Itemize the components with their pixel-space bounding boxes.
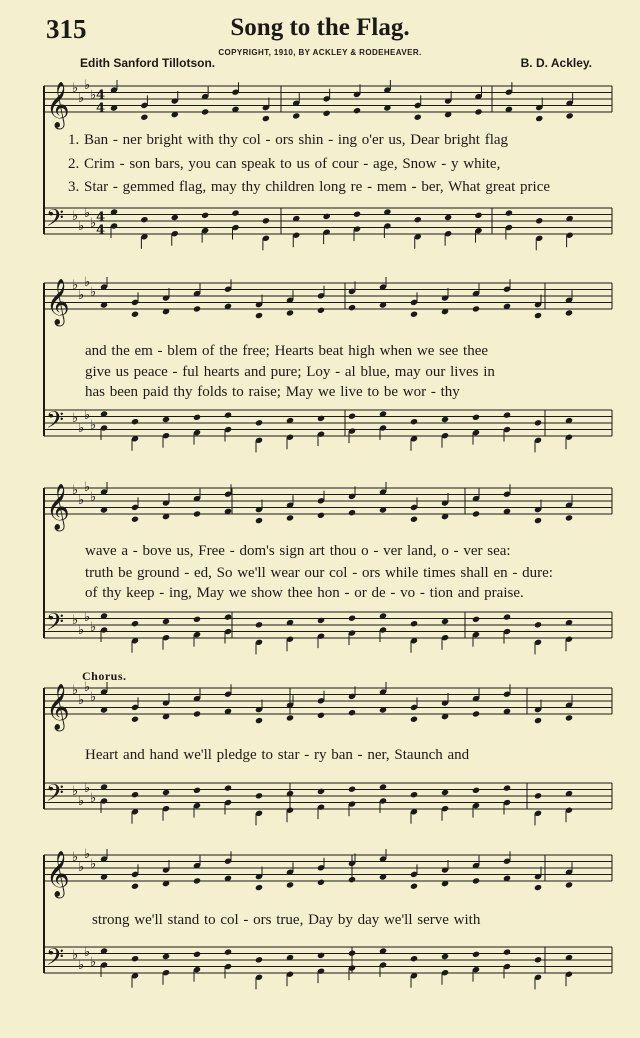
note-head: [140, 114, 148, 121]
note-head: [131, 791, 139, 798]
flat-key-signature-icon: ♭: [72, 784, 79, 799]
flat-key-signature-icon: ♭: [90, 88, 97, 103]
note-head: [534, 312, 542, 319]
note-head: [472, 877, 480, 884]
note-head: [534, 419, 542, 426]
note-head: [414, 114, 422, 121]
flat-key-signature-icon: ♭: [84, 206, 91, 221]
note-head: [410, 311, 418, 318]
note-head: [566, 112, 574, 119]
treble-clef-icon: 𝄞: [46, 279, 70, 325]
note-head: [286, 714, 294, 721]
note-head: [472, 305, 480, 312]
note-head: [262, 115, 270, 122]
flat-key-signature-icon: ♭: [90, 690, 97, 705]
note-head: [224, 784, 232, 791]
note-head: [348, 615, 356, 622]
note-head: [505, 209, 513, 216]
flat-key-signature-icon: ♭: [84, 480, 91, 495]
flat-key-signature-icon: ♭: [72, 411, 79, 426]
lyric-line: 1. Ban - ner bright with thy col - ors shin - ing o'er us, Dear bright flag: [68, 132, 509, 148]
note-head: [534, 956, 542, 963]
flat-key-signature-icon: ♭: [84, 275, 91, 290]
note-head: [503, 613, 511, 620]
note-head: [410, 516, 418, 523]
note-head: [565, 881, 573, 888]
note-head: [317, 952, 325, 959]
treble-clef-icon: 𝄞: [46, 851, 70, 897]
note-head: [534, 621, 542, 628]
note-head: [323, 110, 331, 117]
time-signature-4-4-icon: 4: [96, 223, 106, 238]
note-head: [410, 716, 418, 723]
bass-clef-icon: 𝄢: [46, 406, 65, 439]
treble-clef-icon: 𝄞: [46, 684, 70, 730]
flat-key-signature-icon: ♭: [84, 847, 91, 862]
flat-key-signature-icon: ♭: [78, 493, 85, 508]
note-head: [317, 415, 325, 422]
note-head: [472, 787, 480, 794]
note-head: [535, 217, 543, 224]
flat-key-signature-icon: ♭: [78, 958, 85, 973]
flat-key-signature-icon: ♭: [72, 81, 79, 96]
flat-key-signature-icon: ♭: [90, 418, 97, 433]
flat-key-signature-icon: ♭: [72, 850, 79, 865]
hymn-number: 315: [46, 14, 87, 44]
note-head: [193, 877, 201, 884]
flat-key-signature-icon: ♭: [72, 278, 79, 293]
note-head: [193, 710, 201, 717]
note-head: [565, 514, 573, 521]
note-head: [414, 216, 422, 223]
note-head: [224, 948, 232, 955]
bass-clef-icon: 𝄢: [46, 779, 65, 812]
flat-key-signature-icon: ♭: [78, 693, 85, 708]
note-head: [255, 717, 263, 724]
note-head: [317, 712, 325, 719]
note-head: [474, 108, 482, 115]
flat-key-signature-icon: ♭: [90, 285, 97, 300]
note-head: [565, 309, 573, 316]
note-head: [565, 714, 573, 721]
flat-key-signature-icon: ♭: [78, 860, 85, 875]
note-head: [472, 616, 480, 623]
note-head: [348, 304, 356, 311]
note-head: [472, 414, 480, 421]
time-signature-4-4-icon: 4: [96, 210, 106, 225]
note-head: [348, 709, 356, 716]
bass-clef-icon: 𝄢: [46, 608, 65, 641]
flat-key-signature-icon: ♭: [90, 791, 97, 806]
lyric-line: and the em - blem of the free; Hearts beat high when we see thee: [85, 343, 489, 359]
note-head: [503, 948, 511, 955]
flat-key-signature-icon: ♭: [90, 216, 97, 231]
flat-key-signature-icon: ♭: [72, 613, 79, 628]
note-head: [353, 107, 361, 114]
note-head: [193, 616, 201, 623]
flat-key-signature-icon: ♭: [90, 857, 97, 872]
bass-clef-icon: 𝄢: [46, 943, 65, 976]
note-head: [317, 617, 325, 624]
flat-key-signature-icon: ♭: [78, 288, 85, 303]
note-head: [131, 311, 139, 318]
note-head: [535, 115, 543, 122]
note-head: [201, 212, 209, 219]
time-signature-4-4-icon: 4: [96, 101, 106, 116]
note-head: [534, 717, 542, 724]
note-head: [534, 884, 542, 891]
flat-key-signature-icon: ♭: [78, 421, 85, 436]
lyric-line: truth be ground - ed, So we'll wear our col - ors while times shall en - dure:: [85, 565, 553, 581]
note-head: [472, 951, 480, 958]
time-signature-4-4-icon: 4: [96, 88, 106, 103]
note-head: [193, 414, 201, 421]
note-head: [193, 787, 201, 794]
note-head: [193, 305, 201, 312]
flat-key-signature-icon: ♭: [84, 408, 91, 423]
note-head: [255, 419, 263, 426]
flat-key-signature-icon: ♭: [72, 209, 79, 224]
treble-clef-icon: 𝄞: [46, 484, 70, 530]
note-head: [131, 716, 139, 723]
note-head: [410, 620, 418, 627]
note-head: [348, 413, 356, 420]
note-head: [323, 213, 331, 220]
copyright-notice: COPYRIGHT, 1910, BY ACKLEY & RODEHEAVER.: [218, 48, 422, 57]
lyric-line: 2. Crim - son bars, you can speak to us of cour - age, Snow - y white,: [68, 156, 501, 172]
note-head: [286, 881, 294, 888]
note-head: [224, 613, 232, 620]
note-head: [353, 211, 361, 218]
flat-key-signature-icon: ♭: [78, 794, 85, 809]
bass-clef-icon: 𝄢: [46, 204, 65, 237]
lyric-line: of thy keep - ing, May we show thee hon - or de - vo - tion and praise.: [85, 585, 524, 601]
note-head: [224, 411, 232, 418]
note-head: [131, 516, 139, 523]
hymn-title: Song to the Flag.: [230, 14, 410, 41]
note-head: [317, 788, 325, 795]
note-head: [255, 621, 263, 628]
note-head: [348, 509, 356, 516]
lyric-line: give us peace - ful hearts and pure; Loy - al blue, may our lives in: [85, 364, 495, 380]
note-head: [348, 950, 356, 957]
note-head: [286, 514, 294, 521]
note-head: [474, 212, 482, 219]
note-head: [255, 312, 263, 319]
chorus-label: Chorus.: [82, 669, 127, 683]
note-head: [231, 209, 239, 216]
note-head: [410, 418, 418, 425]
flat-key-signature-icon: ♭: [78, 623, 85, 638]
note-head: [472, 710, 480, 717]
note-head: [131, 955, 139, 962]
note-head: [410, 791, 418, 798]
note-head: [317, 512, 325, 519]
lyric-line: Heart and hand we'll pledge to star - ry ban - ner, Staunch and: [85, 747, 470, 763]
note-head: [472, 510, 480, 517]
note-head: [410, 883, 418, 890]
note-head: [255, 517, 263, 524]
author-name: Edith Sanford Tillotson.: [80, 56, 216, 70]
treble-clef-icon: 𝄞: [46, 82, 70, 128]
flat-key-signature-icon: ♭: [78, 219, 85, 234]
lyric-line: wave a - bove us, Free - dom's sign art thou o - ver land, o - ver sea:: [85, 543, 511, 559]
flat-key-signature-icon: ♭: [84, 680, 91, 695]
note-head: [255, 956, 263, 963]
note-head: [348, 876, 356, 883]
flat-key-signature-icon: ♭: [90, 620, 97, 635]
note-head: [262, 217, 270, 224]
note-head: [131, 418, 139, 425]
note-head: [193, 951, 201, 958]
note-head: [503, 411, 511, 418]
note-head: [255, 792, 263, 799]
note-head: [534, 792, 542, 799]
note-head: [317, 307, 325, 314]
flat-key-signature-icon: ♭: [78, 91, 85, 106]
note-head: [131, 883, 139, 890]
note-head: [131, 620, 139, 627]
lyric-line: has been paid thy folds to raise; May we live to be wor - thy: [85, 384, 460, 400]
note-head: [140, 216, 148, 223]
lyric-line: 3. Star - gemmed flag, may thy children long re - mem - ber, What great price: [68, 179, 551, 195]
flat-key-signature-icon: ♭: [90, 490, 97, 505]
note-head: [317, 879, 325, 886]
flat-key-signature-icon: ♭: [84, 781, 91, 796]
flat-key-signature-icon: ♭: [72, 683, 79, 698]
note-head: [201, 108, 209, 115]
note-head: [193, 510, 201, 517]
flat-key-signature-icon: ♭: [84, 78, 91, 93]
note-head: [255, 884, 263, 891]
note-head: [410, 955, 418, 962]
note-head: [286, 309, 294, 316]
note-head: [503, 784, 511, 791]
note-head: [292, 112, 300, 119]
note-head: [348, 786, 356, 793]
flat-key-signature-icon: ♭: [84, 610, 91, 625]
flat-key-signature-icon: ♭: [90, 955, 97, 970]
composer-name: B. D. Ackley.: [520, 56, 592, 70]
note-head: [534, 517, 542, 524]
flat-key-signature-icon: ♭: [72, 948, 79, 963]
flat-key-signature-icon: ♭: [84, 945, 91, 960]
lyric-line: strong we'll stand to col - ors true, Day by day we'll serve with: [92, 912, 481, 928]
flat-key-signature-icon: ♭: [72, 483, 79, 498]
